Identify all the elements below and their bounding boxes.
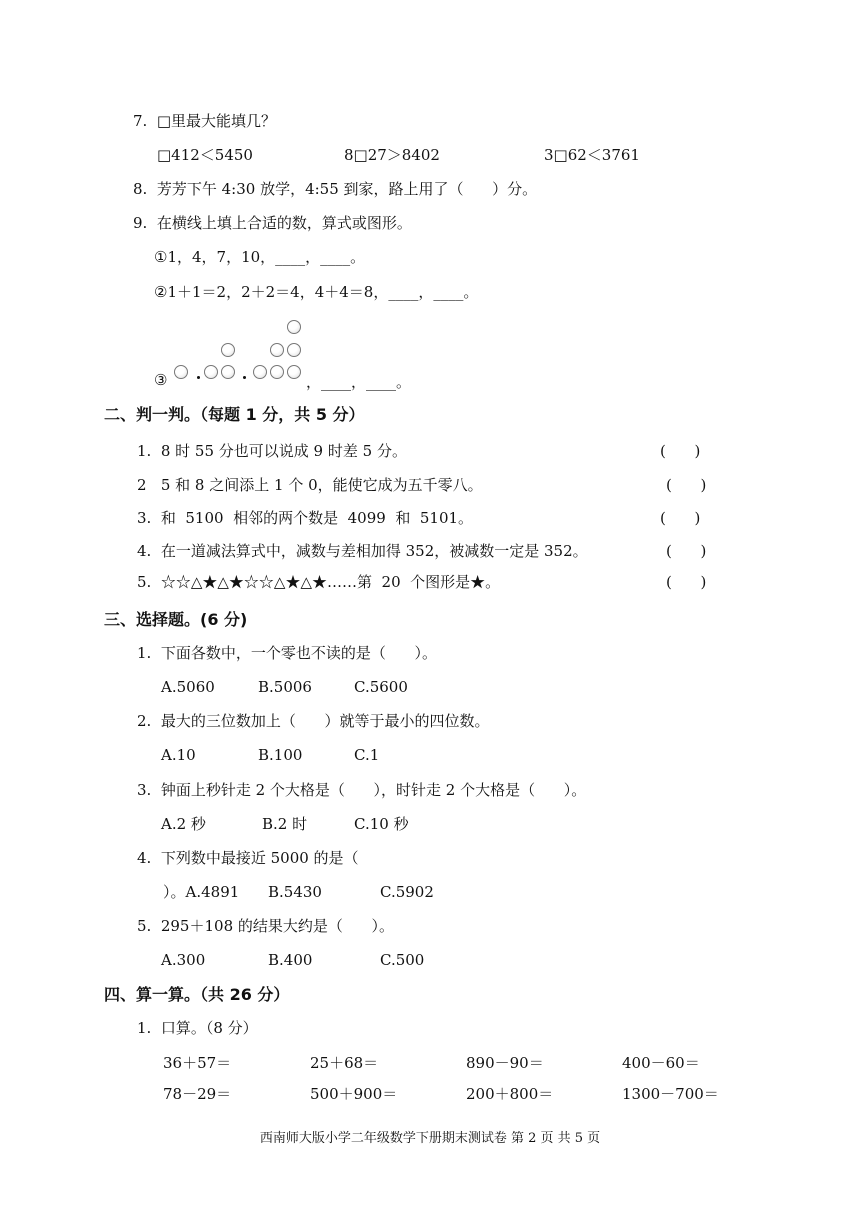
circle-shape bbox=[221, 343, 235, 357]
calc-item: 36＋57＝ bbox=[163, 1054, 232, 1072]
question-8: 8. 芳芳下午 4:30 放学，4:55 到家，路上用了（ ）分。 bbox=[133, 180, 538, 198]
choice-option: C.500 bbox=[380, 951, 425, 969]
choice-question-4-cont: ）。A.4891 bbox=[163, 883, 240, 901]
section-2-title: 二、判一判。（每题 1 分，共 5 分） bbox=[104, 405, 365, 424]
choice-option: C.10 秒 bbox=[354, 815, 409, 833]
judge-answer-5: ( ) bbox=[666, 573, 707, 591]
circle-shape bbox=[221, 365, 235, 379]
q7-item-a: □412＜5450 bbox=[157, 146, 253, 164]
choice-question-5: 5. 295＋108 的结果大约是（ ）。 bbox=[137, 917, 394, 935]
calc-item: 890－90＝ bbox=[466, 1054, 544, 1072]
circle-shape bbox=[174, 365, 188, 379]
page-footer: 西南师大版小学二年级数学下册期末测试卷 第 2 页 共 5 页 bbox=[259, 1131, 601, 1146]
choice-option: C.5902 bbox=[380, 883, 434, 901]
judge-item-1: 1. 8 时 55 分也可以说成 9 时差 5 分。 bbox=[137, 442, 407, 460]
choice-option: B.5006 bbox=[258, 678, 312, 696]
q9-sequence-2: ②1＋1＝2，2＋2＝4，4＋4＝8，____，____。 bbox=[154, 283, 479, 301]
choice-option: C.1 bbox=[354, 746, 380, 764]
q7-item-b: 8□27＞8402 bbox=[344, 146, 440, 164]
choice-option: B.2 时 bbox=[262, 815, 308, 833]
section-4-title: 四、算一算。（共 26 分） bbox=[104, 985, 290, 1004]
choice-option: A.300 bbox=[161, 951, 206, 969]
judge-answer-2: ( ) bbox=[666, 476, 707, 494]
choice-option: A.5060 bbox=[161, 678, 215, 696]
circle-shape bbox=[253, 365, 267, 379]
choice-question-2: 2. 最大的三位数加上（ ）就等于最小的四位数。 bbox=[137, 712, 490, 730]
judge-answer-3: ( ) bbox=[660, 509, 701, 527]
choice-option: C.5600 bbox=[354, 678, 408, 696]
circle-shape bbox=[270, 365, 284, 379]
judge-item-5: 5. ☆☆△★△★☆☆△★△★……第 20 个图形是★。 bbox=[137, 573, 501, 591]
calc-item: 25＋68＝ bbox=[310, 1054, 379, 1072]
q9-sequence-3-blanks: ，____，____。 bbox=[306, 373, 412, 391]
choice-question-4: 4. 下列数中最接近 5000 的是（ bbox=[137, 849, 359, 867]
circle-shape bbox=[287, 320, 301, 334]
oral-calc-subtitle: 1. 口算。（8 分） bbox=[137, 1019, 258, 1037]
judge-answer-1: ( ) bbox=[660, 442, 701, 460]
calc-item: 500＋900＝ bbox=[310, 1085, 398, 1103]
calc-item: 78－29＝ bbox=[163, 1085, 232, 1103]
judge-item-2: 2 5 和 8 之间添上 1 个 0，能使它成为五千零八。 bbox=[137, 476, 483, 494]
calc-item: 200＋800＝ bbox=[466, 1085, 554, 1103]
dot-separator bbox=[197, 376, 200, 379]
section-3-title: 三、选择题。(6 分) bbox=[104, 610, 248, 629]
judge-item-4: 4. 在一道减法算式中，减数与差相加得 352，被减数一定是 352。 bbox=[137, 542, 588, 560]
circle-shape bbox=[270, 343, 284, 357]
choice-question-1: 1. 下面各数中，一个零也不读的是（ ）。 bbox=[137, 644, 437, 662]
question-9: 9. 在横线上填上合适的数，算式或图形。 bbox=[133, 214, 412, 232]
choice-option: A.2 秒 bbox=[161, 815, 206, 833]
choice-option: B.400 bbox=[268, 951, 313, 969]
question-7: 7. □里最大能填几？ bbox=[133, 112, 277, 130]
q9-sequence-3-label: ③ bbox=[154, 371, 168, 389]
calc-item: 400－60＝ bbox=[622, 1054, 700, 1072]
judge-answer-4: ( ) bbox=[666, 542, 707, 560]
dot-separator bbox=[243, 376, 246, 379]
q9-sequence-1: ①1，4，7，10，____，____。 bbox=[154, 248, 366, 266]
judge-item-3: 3. 和 5100 相邻的两个数是 4099 和 5101。 bbox=[137, 509, 474, 527]
choice-option: A.10 bbox=[161, 746, 196, 764]
choice-question-3: 3. 钟面上秒针走 2 个大格是（ ），时针走 2 个大格是（ ）。 bbox=[137, 781, 587, 799]
choice-option: B.100 bbox=[258, 746, 303, 764]
calc-item: 1300－700＝ bbox=[622, 1085, 719, 1103]
circle-shape bbox=[204, 365, 218, 379]
choice-option: B.5430 bbox=[268, 883, 322, 901]
q7-item-c: 3□62＜3761 bbox=[544, 146, 640, 164]
circle-shape bbox=[287, 343, 301, 357]
circle-shape bbox=[287, 365, 301, 379]
